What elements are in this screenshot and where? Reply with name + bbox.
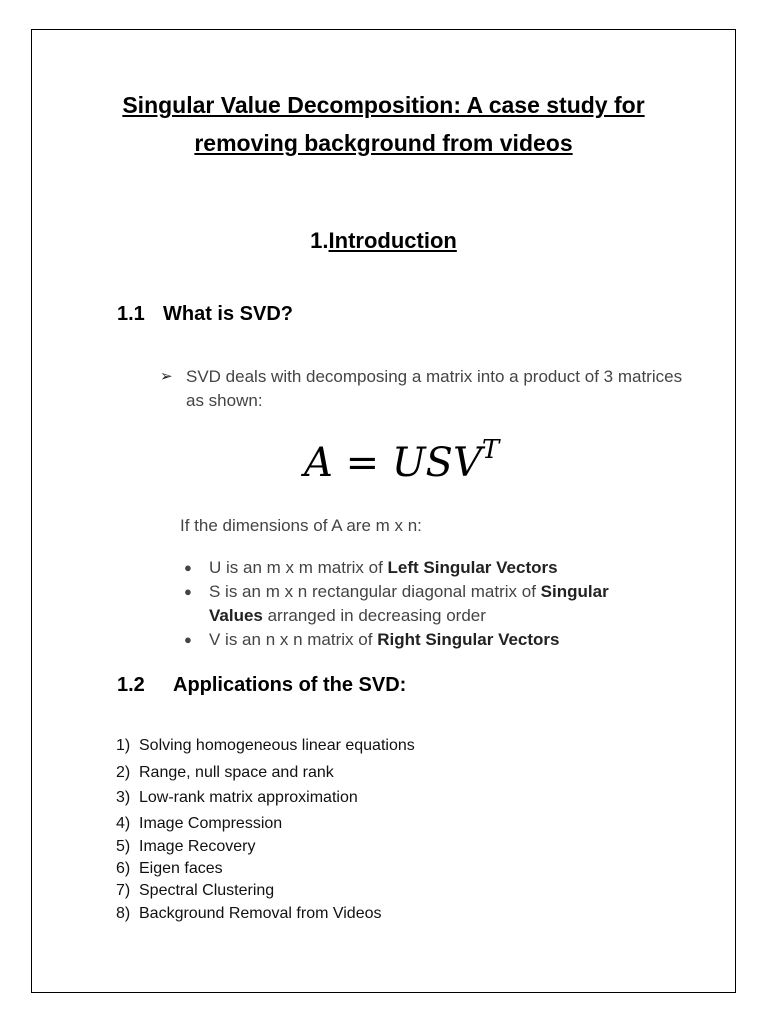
list-item-number: 8): [116, 905, 131, 922]
bullet-bold-text: Singular Values: [209, 582, 609, 625]
bullet-dot-icon: ●: [184, 632, 192, 647]
list-item-label: Background Removal from Videos: [139, 905, 382, 922]
section-heading-introduction: [31, 224, 736, 258]
subsection-heading-applications: [117, 671, 406, 699]
equation-body: A = USV: [304, 440, 482, 486]
list-item-label: Low-rank matrix approximation: [139, 789, 358, 806]
svd-equation: [304, 435, 500, 493]
list-item: [184, 628, 654, 652]
subsection-number: 1.2: [117, 674, 145, 696]
arrow-list-item: [160, 365, 690, 413]
subsection-number: 1.1: [117, 303, 145, 325]
list-item-number: 3): [116, 789, 131, 806]
bullet-text: V is an n x n matrix of: [209, 630, 378, 649]
document-title-line-1: Singular Value Decomposition: A case study for: [122, 92, 645, 118]
bullet-tail-text: arranged in decreasing order: [262, 606, 486, 625]
list-item: [116, 880, 274, 902]
list-item-number: 7): [116, 882, 131, 899]
section-number: 1.: [310, 228, 329, 253]
list-item: [184, 556, 654, 580]
bullet-dot-icon: ●: [184, 584, 192, 599]
arrow-bullet-icon: ➢: [160, 368, 173, 385]
dimensions-text: If the dimensions of A are m x n:: [180, 516, 422, 535]
list-item-label: Solving homogeneous linear equations: [139, 737, 415, 754]
list-item-number: 2): [116, 764, 131, 781]
list-item-number: 5): [116, 838, 131, 855]
bullet-dot-icon: ●: [184, 560, 192, 575]
list-item: [116, 762, 334, 784]
list-item-number: 4): [116, 815, 131, 832]
list-item: [116, 858, 223, 880]
bullet-bold-text: Right Singular Vectors: [377, 630, 560, 649]
list-item: [184, 580, 654, 628]
subsection-heading-what-is-svd: [117, 300, 293, 328]
list-item: [116, 813, 282, 835]
document-title-line-2: removing background from videos: [194, 130, 573, 156]
svd-intro-text: SVD deals with decomposing a matrix into a product of 3 matrices as shown:: [186, 367, 683, 410]
list-item-label: Eigen faces: [139, 860, 223, 877]
list-item-label: Spectral Clustering: [139, 882, 275, 899]
bullet-bold-text: Left Singular Vectors: [387, 558, 558, 577]
subsection-title: Applications of the SVD:: [173, 674, 407, 696]
bullet-text: U is an m x m matrix of: [209, 558, 388, 577]
list-item-number: 6): [116, 860, 131, 877]
list-item: [116, 903, 382, 925]
list-item-label: Image Compression: [139, 815, 283, 832]
equation-superscript: T: [481, 435, 500, 465]
section-title: Introduction: [328, 228, 457, 253]
subsection-title: What is SVD?: [163, 303, 294, 325]
list-item: [116, 735, 415, 757]
list-item: [116, 836, 256, 858]
matrix-bullet-list: [184, 556, 654, 652]
bullet-text: S is an m x n rectangular diagonal matrix of: [209, 582, 541, 601]
list-item-label: Image Recovery: [139, 838, 256, 855]
list-item: [116, 787, 358, 809]
list-item-label: Range, null space and rank: [139, 764, 334, 781]
list-item-number: 1): [116, 737, 131, 754]
